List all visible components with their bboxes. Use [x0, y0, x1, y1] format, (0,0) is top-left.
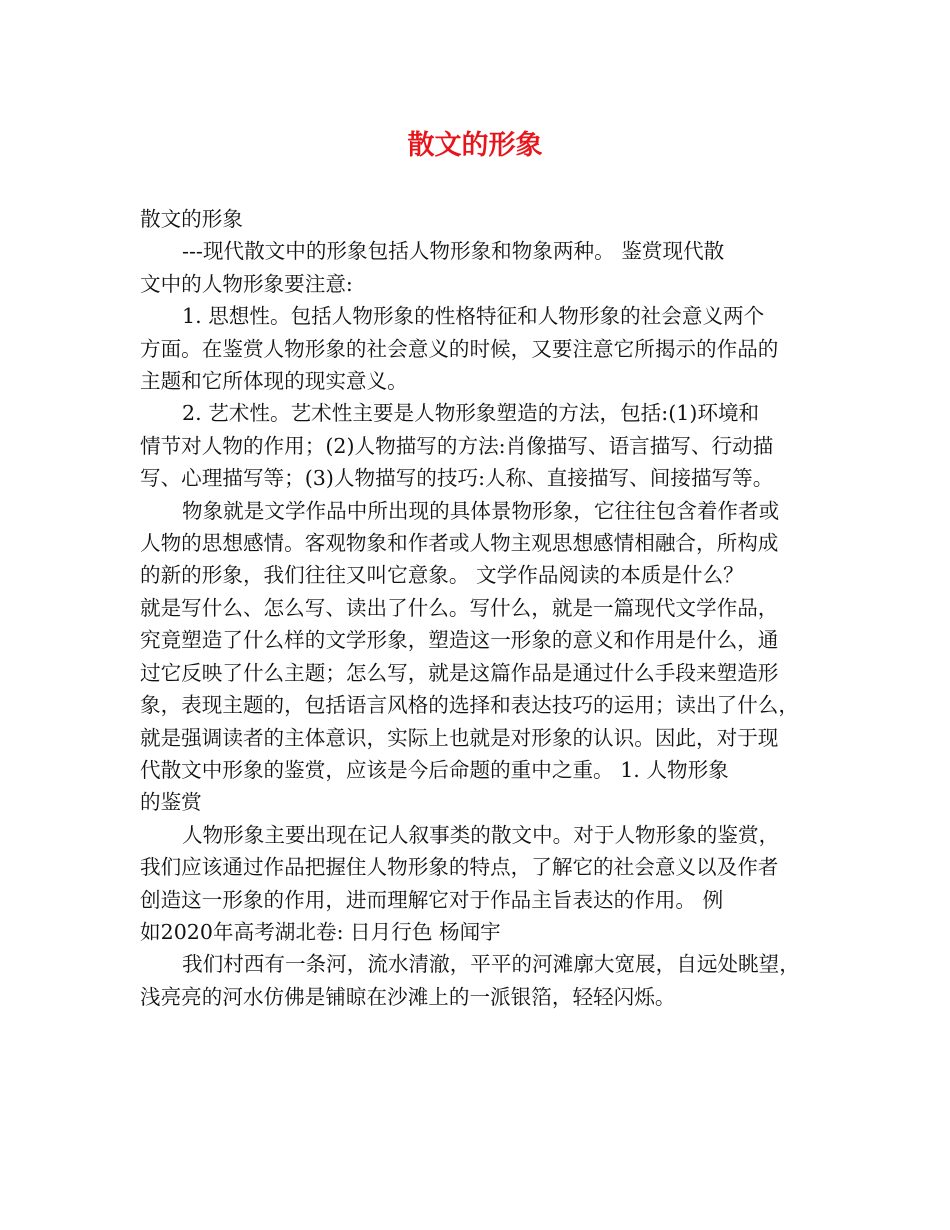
- text-line: 物象就是文学作品中所出现的具体景物形象，它往往包含着作者或: [182, 498, 780, 523]
- text-line: 的鉴赏: [140, 790, 202, 815]
- text-line: 浅亮亮的河水仿佛是铺晾在沙滩上的一派银箔，轻轻闪烁。: [140, 984, 676, 1009]
- text-line: 主题和它所体现的现实意义。: [140, 369, 408, 394]
- text-line: 文中的人物形象要注意:: [140, 271, 353, 296]
- text-line: 2. 艺术性。艺术性主要是人物形象塑造的方法，包括:(1)环境和: [182, 401, 760, 426]
- text-line: 就是强调读者的主体意识，实际上也就是对形象的认识。因此，对于现: [140, 725, 779, 750]
- text-line: 1. 思想性。包括人物形象的性格特征和人物形象的社会意义两个: [182, 304, 765, 329]
- text-line: 人物形象主要出现在记人叙事类的散文中。对于人物形象的鉴赏，: [182, 822, 780, 847]
- text-line: 创造这一形象的作用，进而理解它对于作品主旨表达的作用。 例: [140, 887, 724, 912]
- page-title: 散文的形象: [407, 130, 543, 161]
- text-line: ---现代散文中的形象包括人物形象和物象两种。 鉴赏现代散: [182, 239, 725, 264]
- text-line: 代散文中形象的鉴赏，应该是今后命题的重中之重。 1. 人物形象: [140, 757, 729, 782]
- text-line: 如2020年高考湖北卷: 日月行色 杨闻宇: [140, 919, 501, 944]
- text-line: 散文的形象: [140, 207, 243, 231]
- text-line: 我们村西有一条河，流水清澈，平平的河滩廓大宽展，自远处眺望，: [182, 952, 800, 977]
- document-body: [140, 203, 820, 1013]
- text-line: 人物的思想感情。客观物象和作者或人物主观思想感情相融合，所构成: [140, 531, 779, 556]
- text-line: 方面。在鉴赏人物形象的社会意义的时候，又要注意它所揭示的作品的: [140, 336, 779, 361]
- text-line: 象，表现主题的，包括语言风格的选择和表达技巧的运用；读出了什么，: [140, 693, 799, 718]
- text-line: 情节对人物的作用；(2)人物描写的方法:肖像描写、语言描写、行动描: [140, 433, 774, 458]
- text-line: 究竟塑造了什么样的文学形象，塑造这一形象的意义和作用是什么，通: [140, 628, 779, 653]
- text-line: 过它反映了什么主题；怎么写，就是这篇作品是通过什么手段来塑造形: [140, 660, 779, 685]
- text-line: 的新的形象，我们往往又叫它意象。 文学作品阅读的本质是什么？: [140, 563, 744, 588]
- text-line: 写、心理描写等；(3)人物描写的技巧:人称、直接描写、间接描写等。: [140, 466, 774, 491]
- text-line: 就是写什么、怎么写、读出了什么。写什么，就是一篇现代文学作品，: [140, 595, 779, 620]
- text-line: 我们应该通过作品把握住人物形象的特点，了解它的社会意义以及作者: [140, 855, 779, 880]
